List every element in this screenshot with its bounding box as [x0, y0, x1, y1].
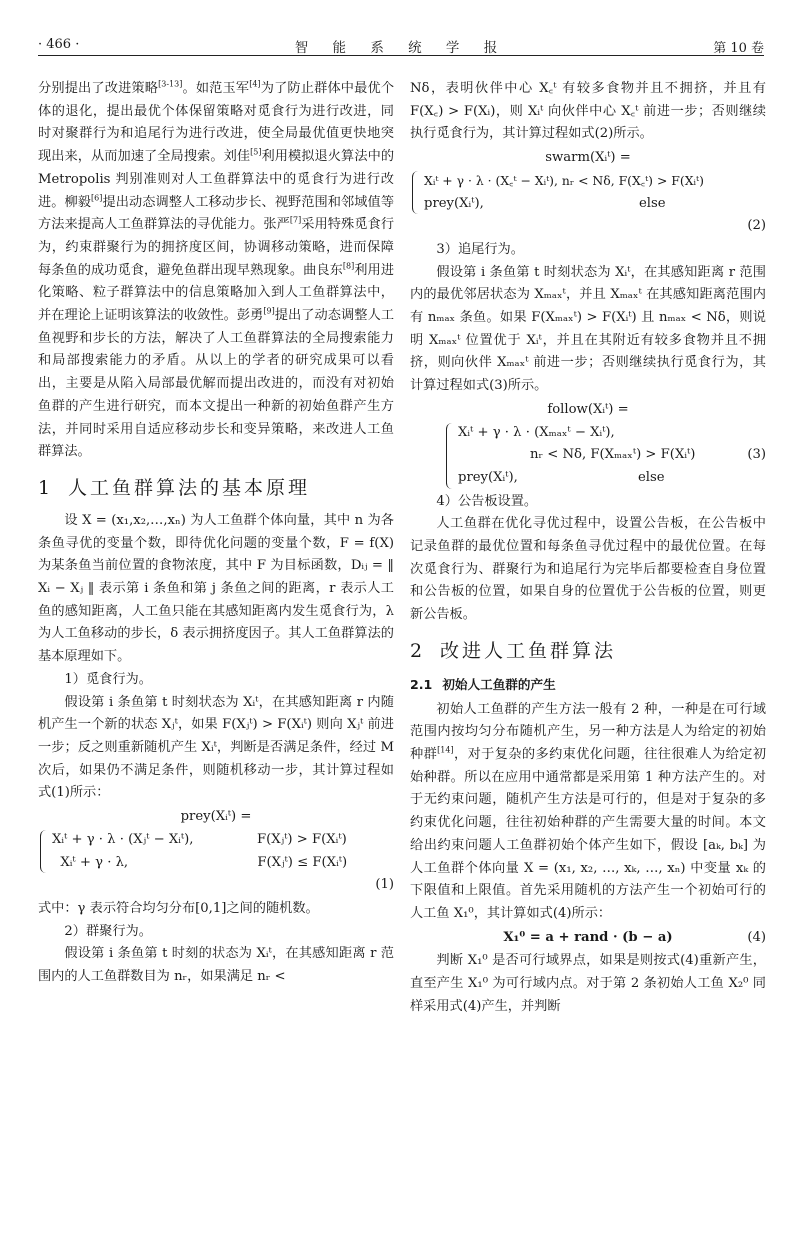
equation-2: swarm(Xᵢᵗ) = Xᵢᵗ + γ · λ · (X꜀ᵗ − Xᵢᵗ), nᵣ < Nδ, F(X꜀ᵗ) > F(Xᵢᵗ) prey(Xᵢᵗ), else (2)	[410, 147, 766, 238]
page-number: · 466 ·	[38, 37, 80, 52]
section-1-heading: 1 人工鱼群算法的基本原理	[38, 476, 311, 499]
equation-number: (3)	[747, 446, 766, 462]
swarm-behavior-paragraph: 假设第 i 条鱼第 t 时刻的状态为 Xᵢᵗ，在其感知距离 r 范围内的人工鱼群数目为 nᵣ，如果满足 nᵣ <	[38, 946, 394, 985]
right-column	[410, 78, 766, 1018]
citation: [3-13]	[158, 79, 183, 89]
prey-behavior-title: 1）觅食行为。	[64, 671, 152, 687]
equation-1: prey(Xᵢᵗ) = Xᵢᵗ + γ · λ · (Xⱼᵗ − Xᵢᵗ), F(Xⱼᵗ) > F(Xᵢᵗ) Xᵢᵗ + γ · λ, F(Xⱼᵗ) ≤ F(Xᵢᵗ) (1)	[38, 806, 394, 897]
volume-label: 第 10 卷	[713, 41, 764, 56]
prey-behavior-paragraph: 假设第 i 条鱼第 t 时刻状态为 Xᵢᵗ，在其感知距离 r 内随机产生一个新的状态 Xⱼᵗ，如果 F(Xⱼᵗ) > F(Xᵢᵗ) 则向 Xⱼᵗ 前进一步；反之则重新随机产生 Xᵢᵗ，判断是否满足条件，经过 M 次后，如果仍不满足条件，则随机移动一步，其计算过程如式(1)所示：	[38, 694, 394, 801]
equation-3: follow(Xᵢᵗ) = Xᵢᵗ + γ · λ · (Xₘₐₓᵗ − Xᵢᵗ), nᵣ < Nδ, F(Xₘₐₓᵗ) > F(Xᵢᵗ) prey(Xᵢᵗ), else (3)	[410, 399, 766, 490]
bulletin-board-paragraph: 人工鱼群在优化寻优过程中，设置公告板，在公告板中记录鱼群的最优位置和每条鱼寻优过程中的最优位置。在每次觅食行为、群聚行为和追尾行为完毕后都要检查自身位置和公告板的位置，如果自身的位置优于公告板的位置，则更新公告板。	[410, 516, 766, 623]
citation: [6]	[91, 193, 103, 203]
equation-number: (1)	[375, 877, 394, 893]
citation: [8]	[342, 261, 355, 271]
subsection-2-1-heading: 2.1 初始人工鱼群的产生	[410, 676, 556, 692]
swarm-behavior-title: 2）群聚行为。	[64, 923, 152, 939]
follow-behavior-title: 3）追尾行为。	[436, 241, 524, 257]
citation: [14]	[437, 745, 454, 755]
gamma-note: 式中：γ 表示符合均匀分布[0,1]之间的随机数。	[38, 900, 319, 916]
follow-behavior-paragraph: 假设第 i 条鱼第 t 时刻状态为 Xᵢᵗ，在其感知距离 r 范围内的最优邻居状态为 Xₘₐₓᵗ，并且 Xₘₐₓᵗ 在其感知距离范围内有 nₘₐₓ 条鱼。如果 F(Xₘₐₓᵗ) > F(Xᵢᵗ) 且 nₘₐₓ < Nδ，则说明 Xₘₐₓᵗ 位置优于 Xᵢᵗ，并且在其附近有较多食物并且不拥挤，则向伙伴 Xₘₐₓᵗ 前进一步；否则继续执行觅食行为，其计算过程如式(3)所示。	[410, 264, 766, 394]
citation: [5]	[250, 147, 262, 157]
swarm-behavior-continued: Nδ，表明伙伴中心 X꜀ᵗ 有较多食物并且不拥挤，并且有 F(X꜀) > F(Xᵢ)，则 Xᵢᵗ 向伙伴中心 X꜀ᵗ 前进一步；否则继续执行觅食行为，其计算过程如式(2)所示。	[410, 81, 766, 142]
equation-4: X₁⁰ = a + rand · (b − a) (4)	[410, 927, 766, 950]
citation: [7]	[289, 215, 302, 225]
section-2-heading: 2 改进人工鱼群算法	[410, 639, 617, 662]
basic-principle-paragraph: 设 X = (x₁,x₂,…,xₙ) 为人工鱼群个体向量，其中 n 为各条鱼寻优的变量个数，即待优化问题的变量个数，F = f(X) 为某条鱼当前位置的食物浓度，其中 F 为目标函数，Dᵢⱼ = ‖ Xᵢ − Xⱼ ‖ 表示第 i 条鱼和第 j 条鱼之间的距离，r 表示人工鱼的感知距离，人工鱼只能在其感知距离内发生觅食行为，λ 为人工鱼移动的步长，δ 表示拥挤度因子。其人工鱼群算法的基本原理如下。	[38, 512, 394, 665]
initial-swarm-paragraph: 初始人工鱼群的产生方法一般有 2 种，一种是在可行域范围内按均匀分布随机产生，另一种方法是人为给定的初始种群[14]，对于复杂的多约束优化问题，往往很难人为给定初始种群。所以在应用中通常都是采用第 1 种方法产生的。对于无约束问题，随机产生方法是可行的，但是对于复杂的多约束优化问题，往往初始种群的产生需要大量的时间。本文给出约束问题人工鱼群初始个体产生如下，假设 [aₖ, bₖ] 为人工鱼群个体向量 X = (x₁, x₂, …, xₖ, …, xₙ) 中变量 xₖ 的下限值和上限值。首先采用随机的方法产生一个初始可行的人工鱼 X₁⁰，其计算如式(4)所示：	[410, 701, 767, 921]
bulletin-board-title: 4）公告板设置。	[436, 493, 538, 509]
intro-paragraph: 分别提出了改进策略[3-13]。如范玉军[4]为了防止群体中最优个体的退化，提出最优个体保留策略对觅食行为进行改进，同时对聚群行为和追尾行为进行改进，使全局最优值更快地突现出来，从而加速了全局搜索。刘佳[5]利用模拟退火算法中的 Metropolis 判别准则对人工鱼群算法中的觅食行为进行改进。柳毅[6]提出动态调整人工移动步长、视野范围和邻域值等方法来提高人工鱼群算法的寻优能力。张严[7]采用特殊觅食行为，约束群聚行为的拥挤度区间，协调移动策略，进而保障每条鱼的成功觅食，避免鱼群出现早熟现象。曲良东[8]利用进化策略、粒子群算法中的信息策略加入到人工鱼群算法中，并在理论上证明该算法的收敛性。彭勇[9]提出了动态调整人工鱼视野和步长的方法，解决了人工鱼群算法的全局搜索能力和局部搜索能力的矛盾。从以上的学者的研究成果可以看出，主要是从陷入局部最优解而提出改进的，而没有对初始鱼群的产生进行研究，而本文提出一种新的初始鱼群产生方法，并同时采用自适应移动步长和变异策略，来改进人工鱼群算法。	[38, 79, 395, 460]
citation: [9]	[263, 306, 275, 316]
journal-title: 智 能 系 统 学 报	[294, 40, 508, 56]
left-column	[38, 78, 394, 989]
equation-number: (2)	[747, 218, 766, 234]
equation-number: (4)	[747, 929, 766, 945]
citation: [4]	[249, 79, 261, 89]
running-header	[38, 33, 764, 56]
boundary-check-paragraph: 判断 X₁⁰ 是否可行域界点，如果是则按式(4)重新产生，直至产生 X₁⁰ 为可行域内点。对于第 2 条初始人工鱼 X₂⁰ 同样采用式(4)产生，并判断	[410, 953, 766, 1014]
